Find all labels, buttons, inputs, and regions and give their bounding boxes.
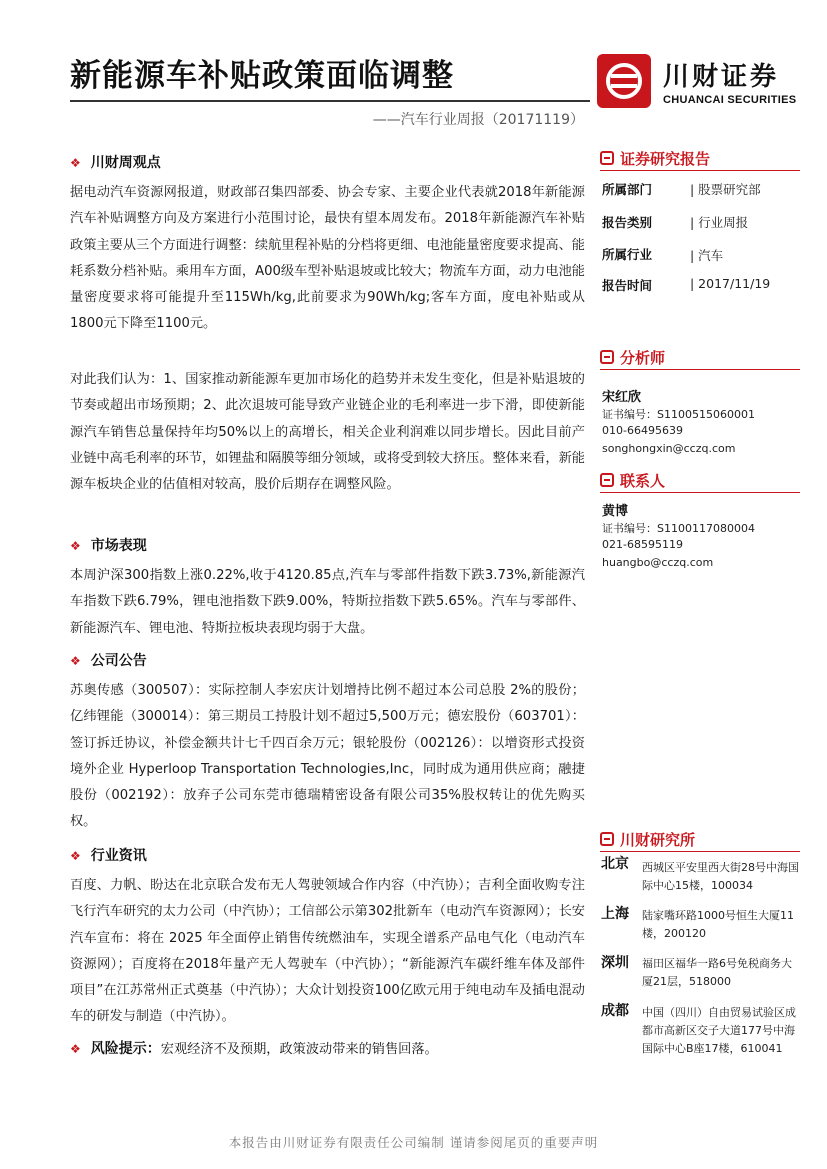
diamond-icon: ❖ (70, 1042, 81, 1056)
analyst-icon (600, 350, 614, 364)
analyst-cert: 证书编号：S1100515060001 (602, 408, 755, 421)
page-subtitle: ——汽车行业周报（20171119） (372, 112, 584, 128)
analyst-phone: 010-66495639 (602, 424, 683, 437)
info-value-dept: | 股票研究部 (690, 182, 761, 197)
diamond-icon: ❖ (70, 539, 81, 553)
office-address-shenzhen: 福田区福华一路6号免税商务大厦21层，518000 (642, 957, 792, 988)
analyst-name: 宋红欣 (602, 390, 642, 405)
diamond-icon: ❖ (70, 849, 81, 863)
sidebar-divider (600, 851, 800, 852)
info-value-date: | 2017/11/19 (690, 276, 771, 291)
info-label-dept: 所属部门 (602, 182, 653, 197)
contact-icon (600, 473, 614, 487)
office-city-chengdu: 成都 (601, 1003, 629, 1019)
sidebar-divider (600, 369, 800, 370)
office-city-beijing: 北京 (601, 856, 629, 872)
office-address-chengdu: 中国（四川）自由贸易试验区成都市高新区交子大道177号中海国际中心B座17楼，610041 (642, 1006, 796, 1055)
contact-email[interactable]: huangbo@cczq.com (602, 556, 714, 569)
company-logo (597, 54, 797, 114)
sidebar-heading-report: 证券研究报告 (600, 148, 710, 169)
analyst-email[interactable]: songhongxin@cczq.com (602, 442, 736, 455)
sidebar-divider (600, 170, 800, 171)
info-value-category: | 行业周报 (690, 215, 749, 230)
viewpoint-paragraph-1: 据电动汽车资源网报道，财政部召集四部委、协会专家、主要企业代表就2018年新能源汽车补贴调整方向及方案进行小范围讨论，最快有望本周发布。2018年新能源汽车补贴政策主要从三个方面进行调整：续航里程补贴的分档将更细、电池能量密度要求提高、能耗系数分档补贴。乘用车方面，A00级车型补贴退坡或比较大；物流车方面，动力电池能量密度要求将可能提升至115Wh/kg,此前要求为90Wh/kg;客车方面，度电补贴或从1800元下降至1100元。 (70, 185, 585, 332)
info-label-industry: 所属行业 (602, 247, 653, 262)
diamond-icon: ❖ (70, 156, 81, 170)
contact-name: 黄博 (602, 504, 629, 519)
section-heading-viewpoint: ❖ 川财周观点 (70, 155, 161, 171)
page-title: 新能源车补贴政策面临调整 (70, 58, 454, 94)
logo-name-cn: 川财证券 (663, 62, 780, 92)
industry-paragraph: 百度、力帆、盼达在北京联合发布无人驾驶领域合作内容（中汽协）；吉利全面收购专注飞行汽车研究的太力公司（中汽协）；工信部公示第302批新车（电动汽车资源网）；长安汽车宣布：将在 2025 年全面停止销售传统燃油车，实现全谱系产品电气化（电动汽车资源网）；百度将在2018年量产无人驾驶车（中汽协）；“新能源汽车碳纤维车体及部件项目”在江苏常州正式奠基（中汽协）；大众计划投资100亿欧元用于纯电动车及插电混动车的研发与制造（中汽协）。 (70, 878, 585, 1025)
info-value-industry: | 汽车 (690, 248, 724, 263)
viewpoint-paragraph-2: 对此我们认为：1、国家推动新能源车更加市场化的趋势并未发生变化，但是补贴退坡的节奏或超出市场预期；2、此次退坡可能导致产业链企业的毛利率进一步下滑，即使新能源汽车销售总量保持年均50%以上的高增长，相关企业利润难以同步增长。因此目前产业链中高毛利率的环节，如锂盐和隔膜等细分领域，或将受到较大挤压。整体来看，新能源车板块企业的估值相对较高，股价后期存在调整风险。 (70, 372, 585, 493)
risk-notice (70, 1038, 438, 1058)
info-label-date: 报告时间 (602, 278, 653, 293)
sidebar-heading-analyst: 分析师 (600, 347, 665, 368)
info-label-category: 报告类别 (602, 215, 653, 230)
company-paragraph: 苏奥传感（300507）：实际控制人李宏庆计划增持比例不超过本公司总股 2%的股份；亿纬锂能（300014）：第三期员工持股计划不超过5,500万元；德宏股份（603701）：签订拆迁协议，补偿金额共计七千四百余万元；银轮股份（002126）：以增资形式投资境外企业 Hyperloop Transportation Technologies,Inc，同时成为通用供应商；融捷股份（002192）：放弃子公司东莞市德瑞精密设备有限公司35%股权转让的优先购买权。 (70, 683, 585, 830)
contact-phone: 021-68595119 (602, 538, 683, 551)
risk-text: 宏观经济不及预期，政策波动带来的销售回落。 (160, 1042, 438, 1057)
office-address-shanghai: 陆家嘴环路1000号恒生大厦11楼，200120 (642, 909, 794, 940)
section-heading-company: ❖ 公司公告 (70, 653, 147, 669)
office-address-beijing: 西城区平安里西大街28号中海国际中心15楼，100034 (642, 861, 799, 892)
sidebar-heading-contact: 联系人 (600, 470, 665, 491)
report-icon (600, 151, 614, 165)
section-heading-market: ❖ 市场表现 (70, 538, 147, 554)
risk-label: 风险提示： (90, 1041, 161, 1057)
page-footer: 本报告由川财证券有限责任公司编制 谨请参阅尾页的重要声明 (228, 1135, 599, 1150)
office-city-shanghai: 上海 (601, 906, 629, 922)
logo-icon (597, 54, 651, 108)
section-heading-industry: ❖ 行业资讯 (70, 848, 147, 864)
sidebar-divider (600, 492, 800, 493)
sidebar-heading-institute: 川财研究所 (600, 829, 695, 850)
institute-icon (600, 832, 614, 846)
title-divider (70, 100, 590, 102)
diamond-icon: ❖ (70, 654, 81, 668)
office-city-shenzhen: 深圳 (601, 955, 629, 971)
contact-cert: 证书编号：S1100117080004 (602, 522, 755, 535)
logo-name-en: CHUANCAI SECURITIES (663, 94, 797, 106)
market-paragraph: 本周沪深300指数上涨0.22%,收于4120.85点,汽车与零部件指数下跌3.73%,新能源汽车指数下跌6.79%，锂电池指数下跌9.00%，特斯拉指数下跌5.65%。汽车与零部件、新能源汽车、锂电池、特斯拉板块表现均弱于大盘。 (70, 568, 585, 636)
